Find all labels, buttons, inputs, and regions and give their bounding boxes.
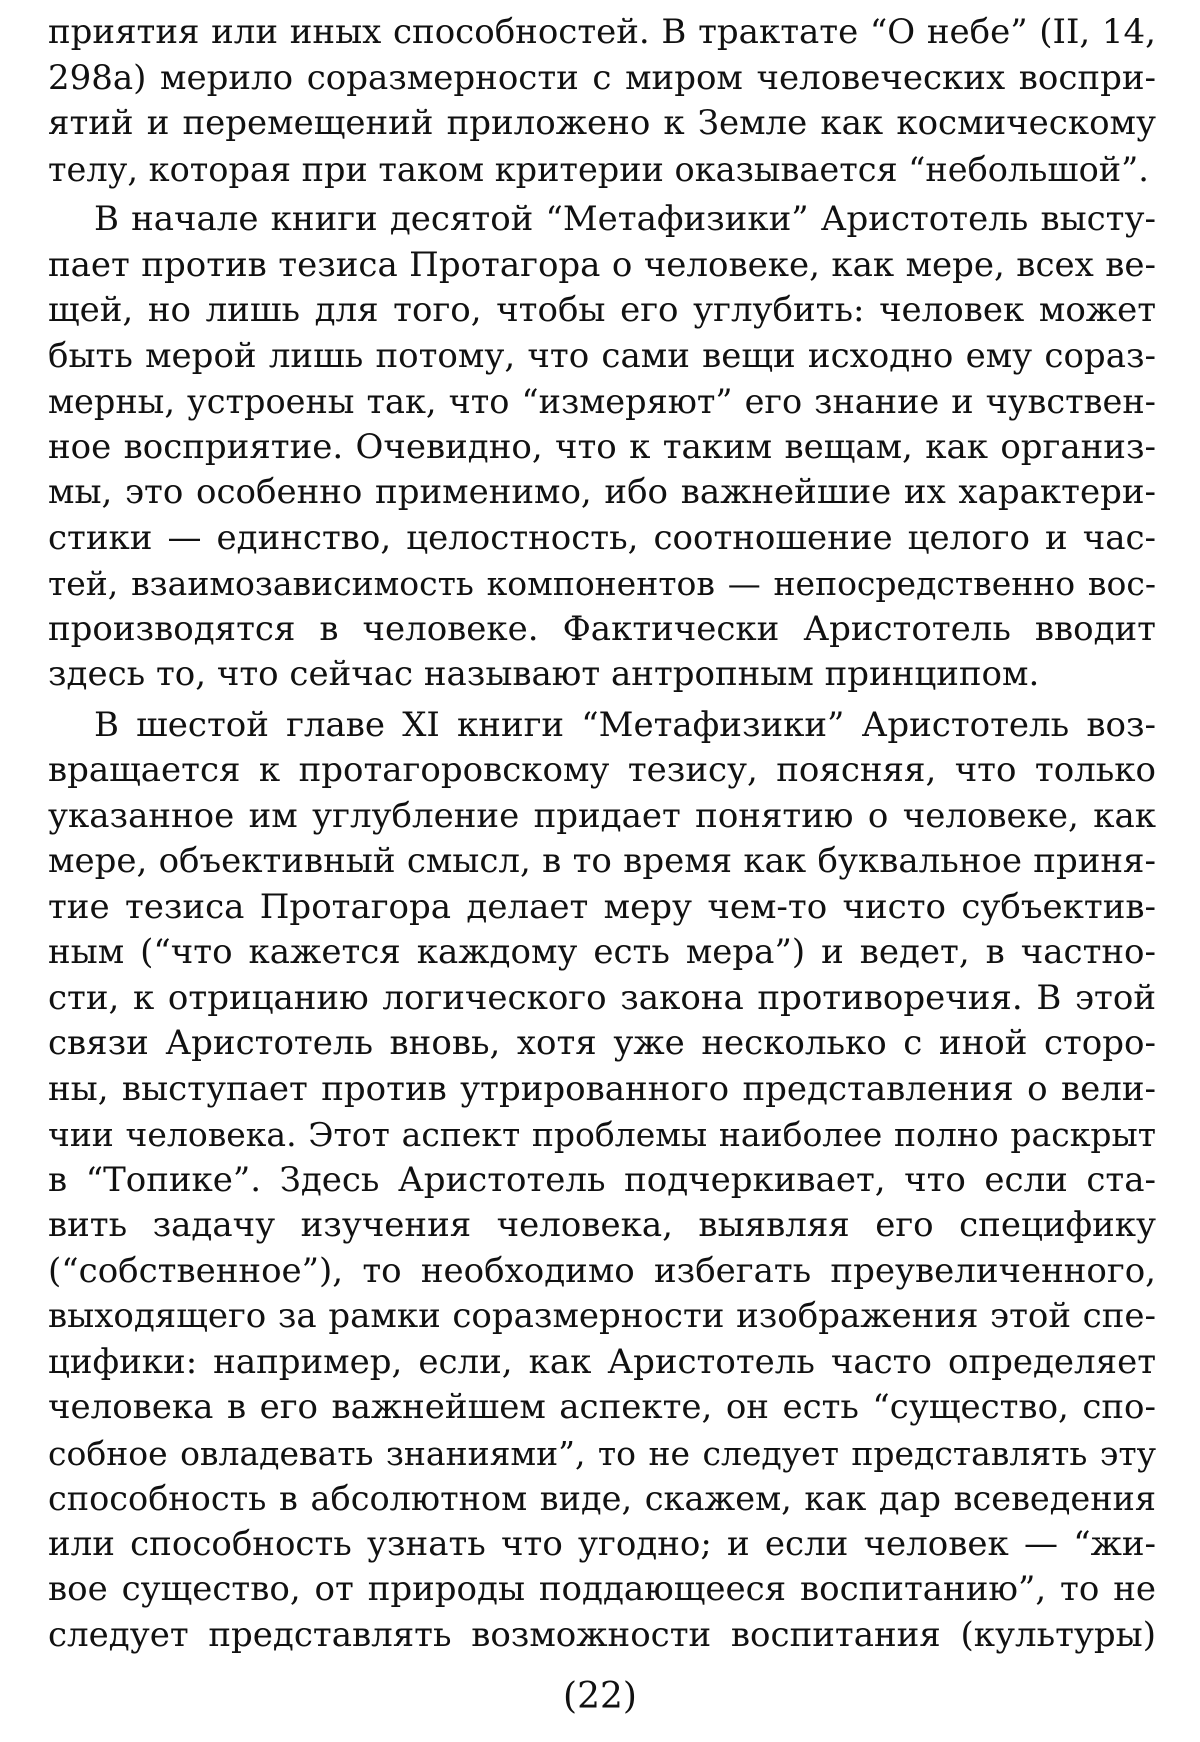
text-line: пает против тезиса Протагора о человеке, как мере, всех ве- xyxy=(48,244,1156,285)
text-line: (“собственное”), то необходимо избегать преувеличенного, xyxy=(48,1250,1156,1291)
text-line: ным (“что кажется каждому есть мера”) и ведет, в частно- xyxy=(48,932,1156,972)
paragraph-2 xyxy=(48,197,1156,698)
text-line: чии человека. Этот аспект проблемы наиболее полно раскрыт xyxy=(48,1115,1156,1154)
text-line: вить задачу изучения человека, выявляя его специфику xyxy=(48,1205,1156,1245)
text-line: тие тезиса Протагора делает меру чем-то чисто субъектив- xyxy=(48,886,1156,927)
text-line: следует представлять возможности воспитания (культуры) xyxy=(48,1614,1156,1655)
text-line: телу, которая при таком критерии оказывается “небольшой”. xyxy=(48,149,1149,189)
text-line: сти, к отрицанию логического закона противоречия. В этой xyxy=(48,977,1156,1018)
text-line: человека в его важнейшем аспекте, он есть “существо, спо- xyxy=(48,1387,1156,1427)
text-line: В начале книги десятой “Метафизики” Аристотель высту- xyxy=(94,199,1156,239)
text-line: В шестой главе XI книги “Метафизики” Аристотель воз- xyxy=(94,704,1156,745)
text-line: здесь то, что сейчас называют антропным принципом. xyxy=(48,654,1040,694)
text-line: цифики: например, если, как Аристотель часто определяет xyxy=(48,1341,1156,1382)
text-line: быть мерой лишь потому, что сами вещи исходно ему сораз- xyxy=(48,335,1156,376)
text-line: вое существо, от природы поддающееся воспитанию”, то не xyxy=(48,1569,1156,1609)
text-line: 298а) мерило соразмерности с миром человеческих воспри- xyxy=(48,57,1156,98)
text-line: вращается к протагоровскому тезису, поясняя, что только xyxy=(48,750,1156,790)
book-page xyxy=(48,10,1156,1730)
text-line: мерны, устроены так, что “измеряют” его знание и чувствен- xyxy=(48,382,1156,421)
paragraph-1 xyxy=(48,10,1156,192)
paragraph-3 xyxy=(48,703,1156,1659)
text-line: в “Топике”. Здесь Аристотель подчеркивает, что если ста- xyxy=(48,1159,1156,1200)
text-line: приятия или иных способностей. В трактате “О небе” (II, 14, xyxy=(48,12,1156,52)
text-line: способность в абсолютном виде, скажем, как дар всеведения xyxy=(48,1479,1156,1518)
text-line: мере, объективный смысл, в то время как буквальное приня- xyxy=(48,841,1156,881)
text-line: мы, это особенно применимо, ибо важнейшие их характери- xyxy=(48,472,1156,512)
text-line: указанное им углубление придает понятию о человеке, как xyxy=(48,795,1156,836)
text-line: связи Аристотель вновь, хотя уже несколько с иной сторо- xyxy=(48,1023,1156,1063)
text-line: или способность узнать что угодно; и если человек — “жи- xyxy=(48,1523,1156,1564)
text-line: ны, выступает против утрированного представления о вели- xyxy=(48,1068,1156,1109)
page-number: (22) xyxy=(563,1676,637,1717)
text-line: выходящего за рамки соразмерности изображения этой спе- xyxy=(48,1296,1156,1336)
text-line: производятся в человеке. Фактически Аристотель вводит xyxy=(48,608,1156,649)
text-line: щей, но лишь для того, чтобы его углубить: человек может xyxy=(48,290,1156,330)
text-line: ное восприятие. Очевидно, что к таким вещам, как организ- xyxy=(48,426,1156,467)
text-line: стики — единство, целостность, соотношение целого и час- xyxy=(48,517,1156,558)
text-line: собное овладевать знаниями”, то не следует представлять эту xyxy=(48,1433,1156,1473)
text-line: ятий и перемещений приложено к Земле как космическому xyxy=(48,103,1156,143)
text-line: тей, взаимозависимость компонентов — непосредственно вос- xyxy=(48,564,1156,603)
